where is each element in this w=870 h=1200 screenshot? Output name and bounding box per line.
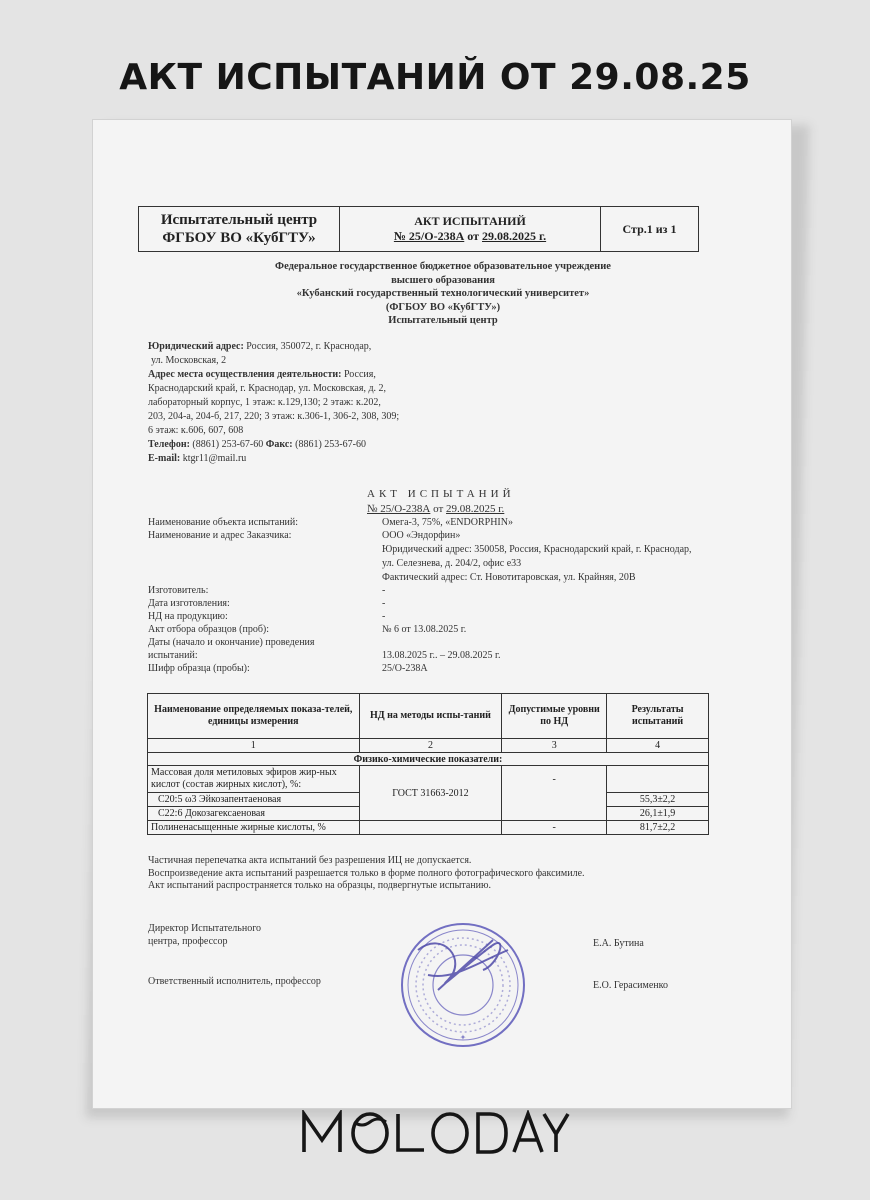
- director-title-line2: центра, профессор: [148, 936, 228, 947]
- result-cell: 55,3±2,2: [607, 793, 709, 807]
- org-line5: Испытательный центр: [388, 315, 498, 326]
- code-value: 25/О-238А: [382, 663, 428, 674]
- org-line2: высшего образования: [391, 274, 495, 286]
- row-name: Массовая доля метиловых эфиров жир-ных кислот (состав жирных кислот), %:: [148, 766, 360, 793]
- director-title-line1: Директор Испытательного: [148, 923, 262, 934]
- header-act-date: 29.08.2025 г.: [482, 229, 547, 243]
- activity-address-line2: Краснодарский край, г. Краснодар, ул. Московская, д. 2,: [148, 383, 387, 394]
- result-cell: 81,7±2,2: [607, 821, 709, 835]
- mfg-date-value: -: [382, 598, 386, 609]
- customer-label: Наименование и адрес Заказчика:: [148, 530, 292, 541]
- page-title: АКТ ИСПЫТАНИЙ ОТ 29.08.25: [119, 57, 751, 98]
- header-act-from: от: [467, 229, 480, 243]
- email-label: E-mail:: [148, 453, 181, 464]
- code-label: Шифр образца (пробы):: [148, 663, 250, 674]
- header-act-cell: [340, 207, 601, 251]
- org-line3: «Кубанский государственный технологический университет»: [296, 288, 590, 299]
- document-sheet: [92, 119, 792, 1109]
- act-number-line: [367, 503, 504, 515]
- method-cell: ГОСТ 31663-2012: [359, 766, 502, 821]
- act-title: АКТ ИСПЫТАНИЙ: [367, 488, 515, 500]
- note-line3: Акт испытаний распространяется только на образцы, подвергнутые испытанию.: [148, 880, 491, 891]
- customer-legal: Юридический адрес: 350058, Россия, Краснодарский край, г. Краснодар,: [382, 544, 692, 555]
- table-row: [148, 766, 709, 793]
- email-value: ktgr11@mail.ru: [182, 453, 247, 464]
- header-act-number: № 25/О-238А: [393, 229, 465, 243]
- phone-value: (8861) 253-67-60: [192, 439, 264, 450]
- activity-address-value: Россия,: [343, 369, 376, 380]
- section-row: [148, 753, 709, 766]
- notes-block: [148, 855, 585, 893]
- result-cell-empty: [607, 766, 709, 793]
- header-page-cell: [601, 207, 698, 251]
- dates-label-line1: Даты (начало и окончание) проведения: [148, 637, 315, 648]
- sampling-label: Акт отбора образцов (проб):: [148, 624, 270, 635]
- col-number: 2: [359, 739, 502, 753]
- nd-label: НД на продукцию:: [148, 611, 228, 622]
- manufacturer-value: -: [382, 585, 386, 596]
- activity-address-label: Адрес места осуществления деятельности:: [148, 369, 342, 380]
- object-label: Наименование объекта испытаний:: [148, 517, 299, 528]
- section-title: Физико-химические показатели:: [148, 753, 709, 766]
- act-number: № 25/О-238А: [367, 503, 431, 515]
- row-name: С20:5 ω3 Эйкозапентаеновая: [148, 793, 360, 807]
- act-from: от: [433, 503, 444, 515]
- act-date: 29.08.2025 г.: [446, 503, 505, 515]
- col-header-method: НД на методы испы-таний: [359, 694, 502, 739]
- col-number: 3: [502, 739, 607, 753]
- header-act-title: АКТ ИСПЫТАНИЙ: [414, 214, 526, 228]
- header-center-line1: Испытательный центр: [160, 212, 318, 228]
- org-line1: Федеральное государственное бюджетное образовательное учреждение: [275, 261, 611, 272]
- document-header-table: [138, 206, 699, 252]
- row-name: С22:6 Докозагексаеновая: [148, 807, 360, 821]
- legal-address-value2: ул. Московская, 2: [151, 355, 227, 366]
- col-header-limits: Допустимые уровни по НД: [502, 694, 607, 739]
- results-table: [147, 693, 709, 835]
- customer-value: ООО «Эндорфин»: [382, 530, 461, 541]
- result-cell: 26,1±1,9: [607, 807, 709, 821]
- customer-legal2: ул. Селезнева, д. 204/2, офис е33: [382, 558, 522, 569]
- table-header-row: [148, 694, 709, 739]
- activity-address-line3: лабораторный корпус, 1 этаж: к.129,130; 2 этаж: к.202,: [148, 397, 381, 408]
- col-number: 1: [148, 739, 360, 753]
- dates-label-line2: испытаний:: [148, 650, 198, 661]
- phone-label: Телефон:: [148, 439, 190, 450]
- table-number-row: [148, 739, 709, 753]
- col-header-results: Результаты испытаний: [607, 694, 709, 739]
- brand-logo: [300, 1110, 570, 1154]
- manufacturer-label: Изготовитель:: [148, 585, 209, 596]
- limit-cell: -: [502, 766, 607, 821]
- note-line1: Частичная перепечатка акта испытаний без разрешения ИЦ не допускается.: [148, 855, 472, 866]
- dates-value: 13.08.2025 г.. – 29.08.2025 г.: [382, 650, 501, 661]
- header-center-cell: [139, 207, 340, 251]
- legal-address-value: Россия, 350072, г. Краснодар,: [246, 341, 372, 352]
- customer-actual: Фактический адрес: Ст. Новотитаровская, ул. Крайняя, 20В: [382, 572, 636, 583]
- col-header-indicator: Наименование определяемых показа-телей, единицы измерения: [148, 694, 360, 739]
- activity-address-line5: 6 этаж: к.606, 607, 608: [148, 425, 244, 436]
- table-row: [148, 821, 709, 835]
- svg-text:✦: ✦: [459, 1033, 467, 1042]
- header-center-line2: ФГБОУ ВО «КубГТУ»: [162, 230, 316, 246]
- activity-address-line4: 203, 204-а, 204-б, 217, 220; 3 этаж: к.306-1, 306-2, 308, 309;: [148, 411, 400, 422]
- row-name: Полиненасыщенные жирные кислоты, %: [148, 821, 360, 835]
- official-stamp-seal: [398, 920, 528, 1050]
- nd-value: -: [382, 611, 386, 622]
- col-number: 4: [607, 739, 709, 753]
- limit-cell: -: [502, 821, 607, 835]
- sampling-value: № 6 от 13.08.2025 г.: [382, 624, 467, 635]
- object-value: Омега-3, 75%, «ENDORPHIN»: [382, 517, 513, 528]
- organization-block: [223, 260, 663, 328]
- fax-label: Факс:: [265, 439, 293, 450]
- fax-value: (8861) 253-67-60: [295, 439, 366, 450]
- mfg-date-label: Дата изготовления:: [148, 598, 230, 609]
- header-page-label: Стр.1 из 1: [622, 221, 677, 236]
- legal-address-label: Юридический адрес:: [148, 341, 244, 352]
- method-cell-empty: [359, 821, 502, 835]
- org-line4: (ФГБОУ ВО «КубГТУ»): [385, 301, 501, 313]
- address-block: [148, 340, 399, 466]
- executor-name: Е.О. Герасименко: [593, 980, 668, 991]
- note-line2: Воспроизведение акта испытаний разрешается только в форме полного фотографического факсимиле.: [148, 867, 585, 879]
- executor-label: Ответственный исполнитель, профессор: [148, 976, 321, 987]
- director-name: Е.А. Бутина: [593, 938, 644, 949]
